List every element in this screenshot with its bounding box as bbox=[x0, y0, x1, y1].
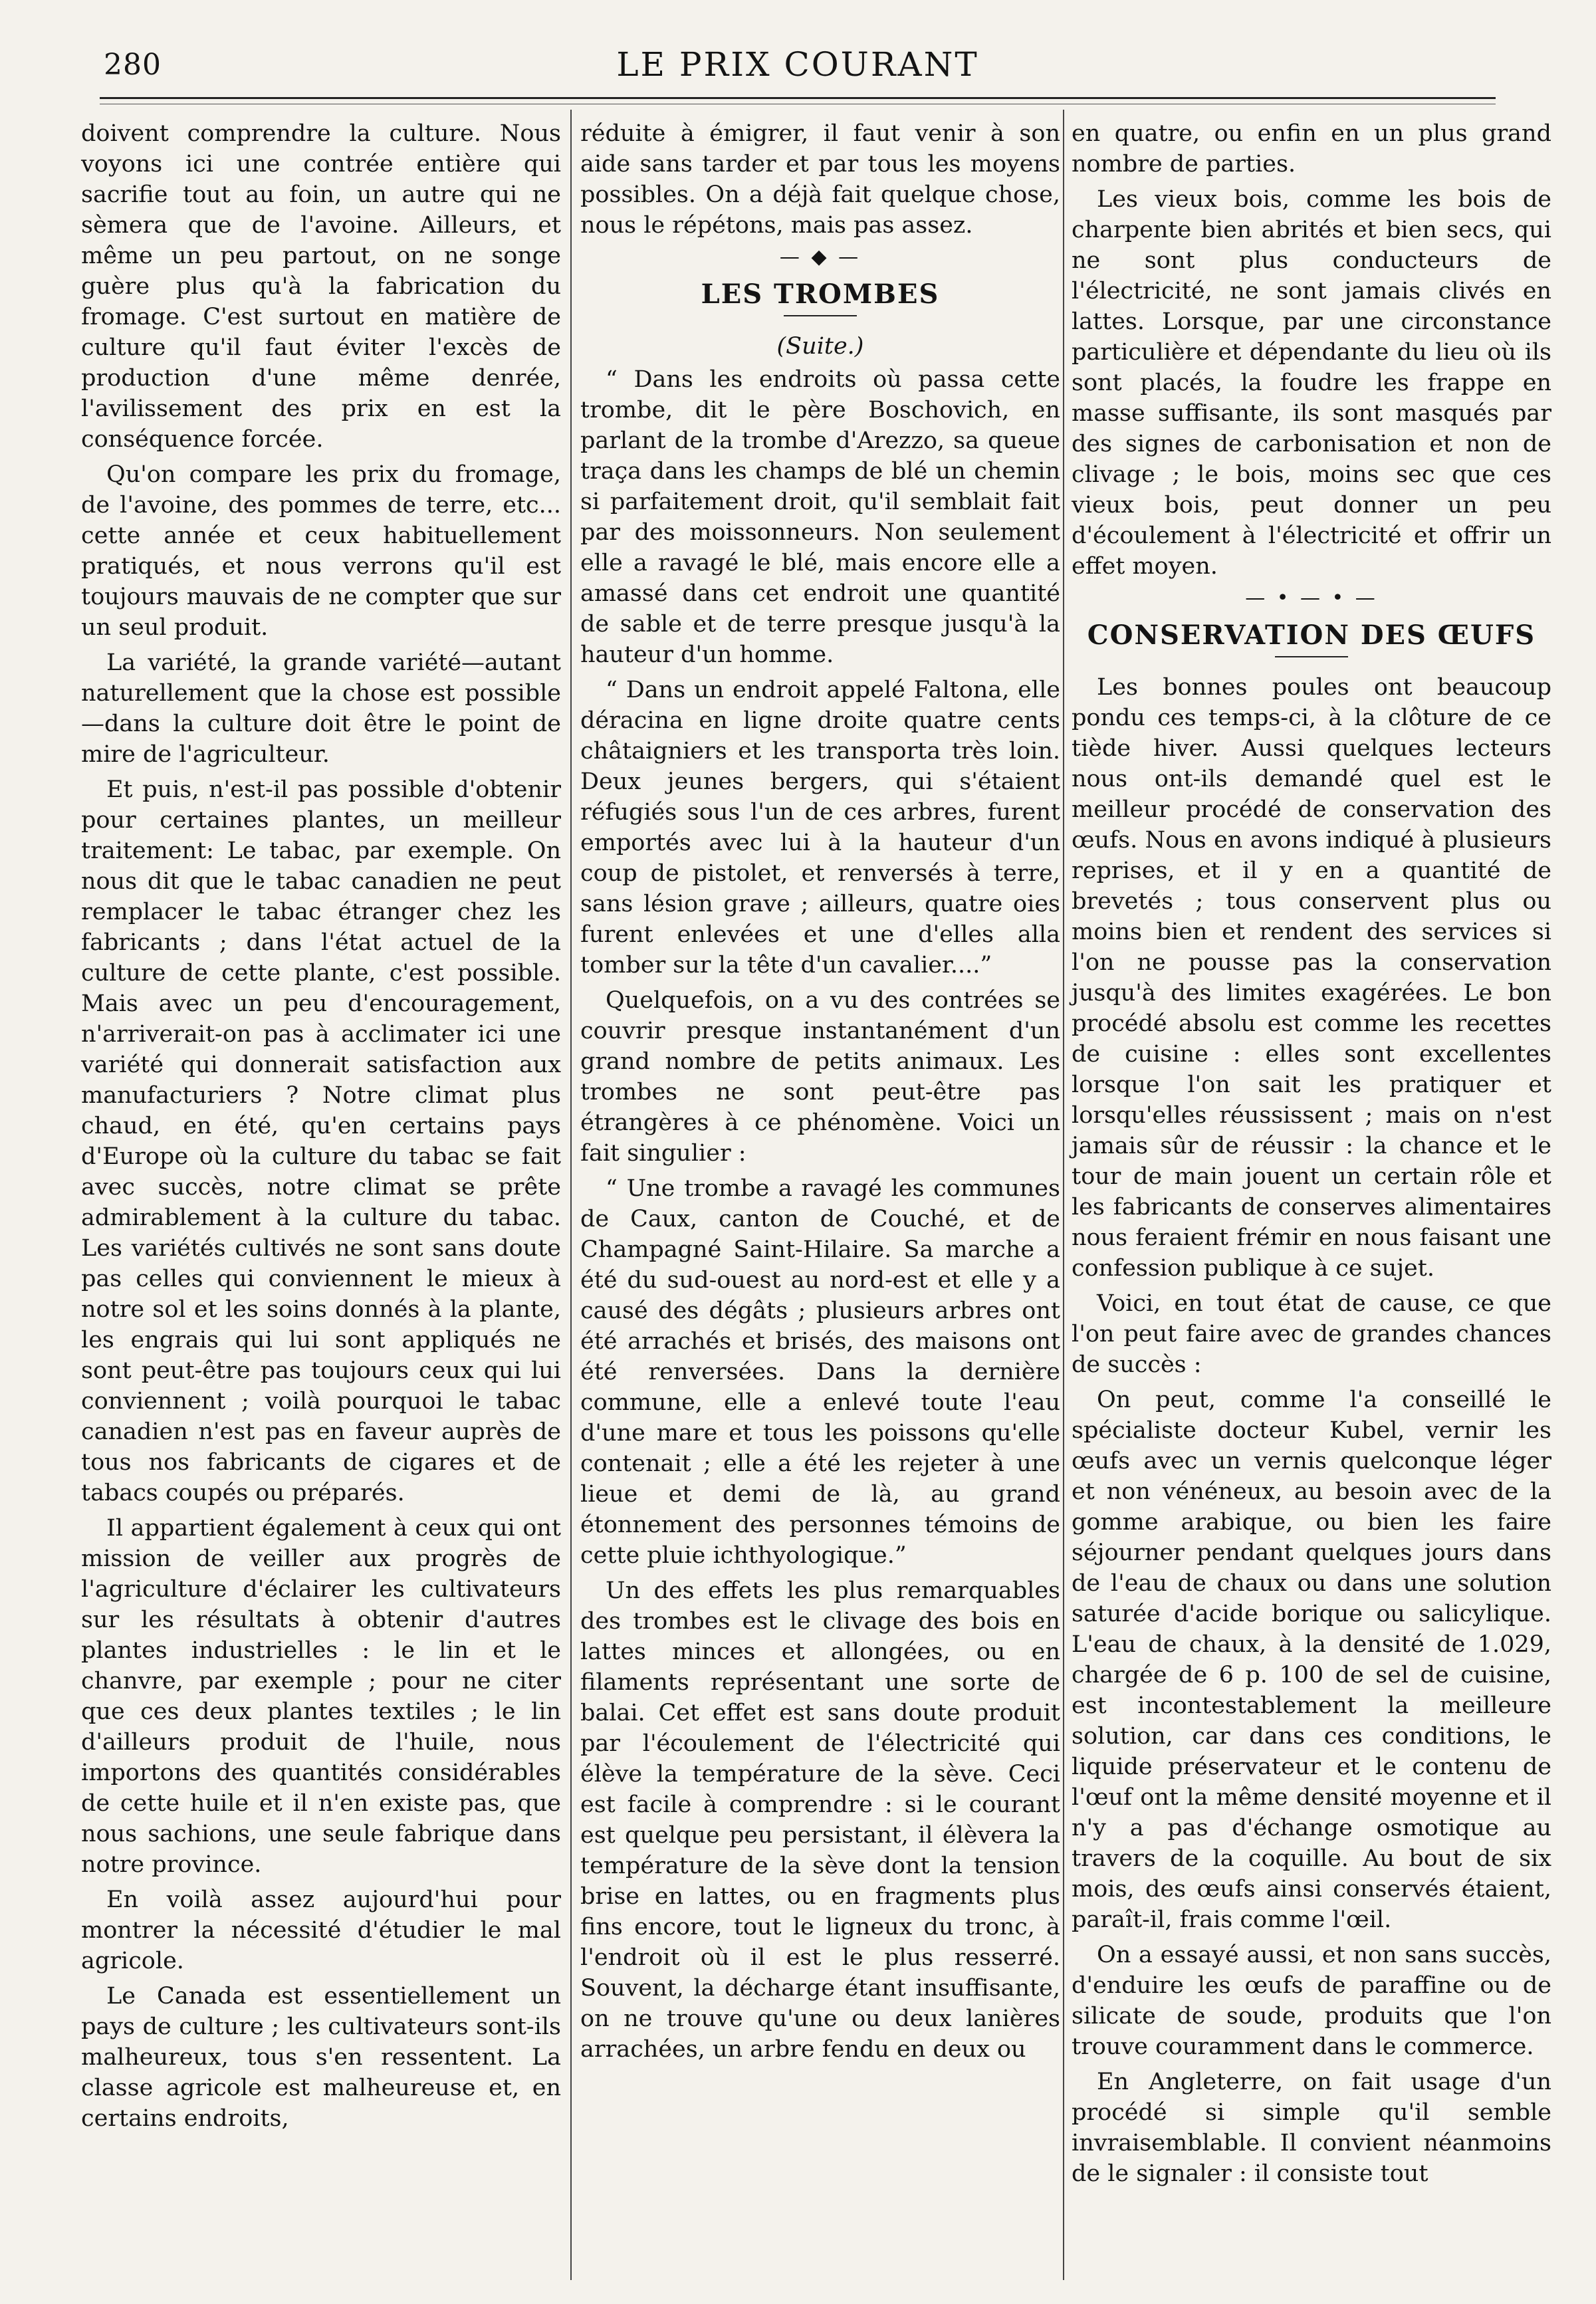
paragraph: “ Une trombe a ravagé les communes de Caux, canton de Couché, et de Champagné Saint-Hilaire. Sa marche a été du sud-ouest au nord-est et elle y a causé des dégâts ; plusieurs arbres ont été arrachés et brisés, des maisons ont été renversées. Dans la dernière commune, elle a enlevé toute l'eau d'une mare et tous les poissons qu'elle contenait ; elle a été les rejeter à une lieue et demi de là, au grand étonnement des personnes témoins de cette pluie ichthyologique.” bbox=[580, 1175, 1060, 1569]
paragraph: Il appartient également à ceux qui ont mission de veiller aux progrès de l'agriculture d'éclairer les cultivateurs sur les résultats à obtenir d'autres plantes industrielles : le lin et le chanvre, par exemple ; pour ne citer que ces deux plantes textiles ; le lin d'ailleurs produit de l'huile, nous importons des quantités considérables de cette huile et il n'en existe pas, que nous sachions, une seule fabrique dans notre province. bbox=[81, 1515, 561, 1878]
column-3 bbox=[1072, 118, 1551, 2194]
paragraph: Et puis, n'est-il pas possible d'obtenir pour certaines plantes, un meilleur traitement: Le tabac, par exemple. On nous dit que le tabac canadien ne peut remplacer le tabac étranger chez les fabricants ; dans l'état actuel de la culture de cette plante, c'est possible. Mais avec un peu d'encouragement, n'arriverait-on pas à acclimater ici une variété qui donnerait satisfaction aux manufacturiers ? Notre climat plus chaud, en été, qu'en certains pays d'Europe où la culture du tabac se fait avec succès, notre climat se prête admirablement à la culture du tabac. Les variétés cultivés ne sont sans doute pas celles qui conviennent le mieux à notre sol et les soins donnés à la plante, les engrais qui lui sont appliqués ne sont peut-être pas toujours ceux qui lui conviennent ; voilà pourquoi le tabac canadien n'est pas en faveur auprès de tous nos fabricants de cigares et de tabacs coupés ou préparés. bbox=[81, 776, 561, 1506]
paragraph: Un des effets les plus remarquables des trombes est le clivage des bois en lattes minces et allongées, ou en filaments représentant une sorte de balai. Cet effet est sans doute produit par l'écoulement de l'électricité qui élève la température de la sève. Ceci est facile à comprendre : si le courant est quelque peu persistant, il élèvera la température de la sève dont la tension brise en lattes, ou en fragments plus fins encore, tout le ligneux du tronc, à l'endroit où il est le plus resserré. Souvent, la décharge étant insuffisante, on ne trouve qu'une ou deux lanières arrachées, un arbre fendu en deux ou bbox=[580, 1577, 1060, 2063]
header-rule bbox=[100, 97, 1496, 99]
paragraph: “ Dans les endroits où passa cette trombe, dit le père Boschovich, en parlant de la trombe d'Arezzo, sa queue traça dans les champs de blé un chemin si parfaitement droit, qu'il semblait fait par des moissonneurs. Non seulement elle a ravagé le blé, mais encore elle a amassé dans cet endroit une quantité de sable et de terre presque jusqu'à la hauteur d'un homme. bbox=[580, 366, 1060, 668]
column-divider bbox=[1063, 110, 1064, 2280]
paragraph: en quatre, ou enfin en un plus grand nombre de parties. bbox=[1072, 120, 1551, 177]
paragraph: réduite à émigrer, il faut venir à son aide sans tarder et par tous les moyens possibles. On a déjà fait quelque chose, nous le répétons, mais pas assez. bbox=[580, 120, 1060, 239]
section-title-trombes: LES TROMBES bbox=[701, 279, 940, 310]
paragraph: On a essayé aussi, et non sans succès, d'enduire les œufs de paraffine ou de silicate de soude, produits que l'on trouve couramment dans le commerce. bbox=[1072, 1942, 1551, 2060]
paragraph: doivent comprendre la culture. Nous voyons ici une contrée entière qui sacrifie tout au foin, un autre qui ne sèmera que de l'avoine. Ailleurs, et même un peu partout, on ne songe guère plus qu'à la fabrication du fromage. C'est surtout en matière de culture qu'il faut éviter l'excès de production d'une même denrée, l'avilissement des prix en est la conséquence forcée. bbox=[81, 120, 561, 453]
column-divider bbox=[570, 110, 572, 2280]
section-title-conservation: CONSERVATION DES ŒUFS bbox=[1087, 620, 1536, 651]
title-rule bbox=[1275, 656, 1348, 657]
section-ornament: — ◆ — bbox=[779, 245, 861, 269]
paragraph: En voilà assez aujourd'hui pour montrer la nécessité d'étudier le mal agricole. bbox=[81, 1887, 561, 1974]
paragraph: Quelquefois, on a vu des contrées se couvrir presque instantanément d'un grand nombre de petits animaux. Les trombes ne sont peut-être pas étrangères à ce phénomène. Voici un fait singulier : bbox=[580, 987, 1060, 1167]
column-1 bbox=[81, 118, 561, 2138]
paragraph: En Angleterre, on fait usage d'un procédé si simple qu'il semble invraisemblable. Il convient néanmoins de le signaler : il consiste tout bbox=[1072, 2069, 1551, 2187]
column-2 bbox=[580, 118, 1060, 2069]
paragraph: On peut, comme l'a conseillé le spécialiste docteur Kubel, vernir les œufs avec un vernis quelconque léger et non vénéneux, au besoin avec de la gomme arabique, ou bien les faire séjourner pendant quelques jours dans de l'eau de chaux ou dans une solution saturée d'acide borique ou salicylique. L'eau de chaux, à la densité de 1.029, chargée de 6 p. 100 de sel de cuisine, est incontestablement la meilleure solution, car dans ces conditions, le liquide préservateur et le contenu de l'œuf ont la même densité moyenne et il n'y a pas d'échange osmotique au travers de la coquille. Au bout de six mois, des œufs ainsi conservés étaient, paraît-il, frais comme l'œil. bbox=[1072, 1387, 1551, 1933]
page-header bbox=[100, 45, 1496, 92]
paragraph: Le Canada est essentiellement un pays de culture ; les cultivateurs sont-ils malheureux, tous s'en ressentent. La classe agricole est malheureuse et, en certains endroits, bbox=[81, 1983, 561, 2132]
paragraph: Les bonnes poules ont beaucoup pondu ces temps-ci, à la clôture de ce tiède hiver. Aussi quelques lecteurs nous ont-ils demandé quel est le meilleur procédé de conservation des œufs. Nous en avons indiqué à plusieurs reprises, et il y en a quantité de brevetés ; tous conservent plus ou moins bien et rendent des services si l'on ne pousse pas la conservation jusqu'à des limites exagérées. Le bon procédé absolu est comme les recettes de cuisine : elles sont excellentes lorsque l'on sait les pratiquer et lorsqu'elles réussissent ; mais on n'est jamais sûr de réussir : la chance et le tour de main jouent un certain rôle et les fabricants de conserves alimentaires nous feraient frémir en nous faisant une confession publique à ce sujet. bbox=[1072, 674, 1551, 1282]
section-subtitle: (Suite.) bbox=[776, 333, 864, 360]
journal-title: LE PRIX COURANT bbox=[616, 45, 979, 84]
paragraph: Voici, en tout état de cause, ce que l'on peut faire avec de grandes chances de succès : bbox=[1072, 1290, 1551, 1378]
paragraph: La variété, la grande variété—autant naturellement que la chose est possible—dans la culture doit être le point de mire de l'agriculteur. bbox=[81, 649, 561, 768]
title-rule bbox=[784, 315, 857, 316]
paragraph: “ Dans un endroit appelé Faltona, elle déracina en ligne droite quatre cents châtaigniers et les transporta très loin. Deux jeunes bergers, qui s'étaient réfugiés sous l'un de ces arbres, furent emportés avec lui à la hauteur d'un coup de pistolet, et renversés à terre, sans lésion grave ; ailleurs, quatre oies furent enlevées et une d'elles alla tomber sur la tête d'un cavalier....” bbox=[580, 677, 1060, 979]
page-number: 280 bbox=[104, 48, 162, 82]
paragraph: Qu'on compare les prix du fromage, de l'avoine, des pommes de terre, etc... cette année et ceux habituellement pratiqués, et nous verrons qu'il est toujours mauvais de ne compter que sur un seul produit. bbox=[81, 461, 561, 641]
paragraph: Les vieux bois, comme les bois de charpente bien abrités et bien secs, qui ne sont plus conducteurs de l'électricité, ne sont jamais clivés en lattes. Lorsque, par une circonstance particulière et dépendante du lieu où ils sont placés, la foudre les frappe en masse suffisante, ils sont masqués par des signes de carbonisation et non de clivage ; le bois, moins sec que ces vieux bois, peut donner un peu d'écoulement à l'électricité et offrir un effet moyen. bbox=[1072, 186, 1551, 580]
section-ornament: — • — • — bbox=[1245, 586, 1378, 610]
